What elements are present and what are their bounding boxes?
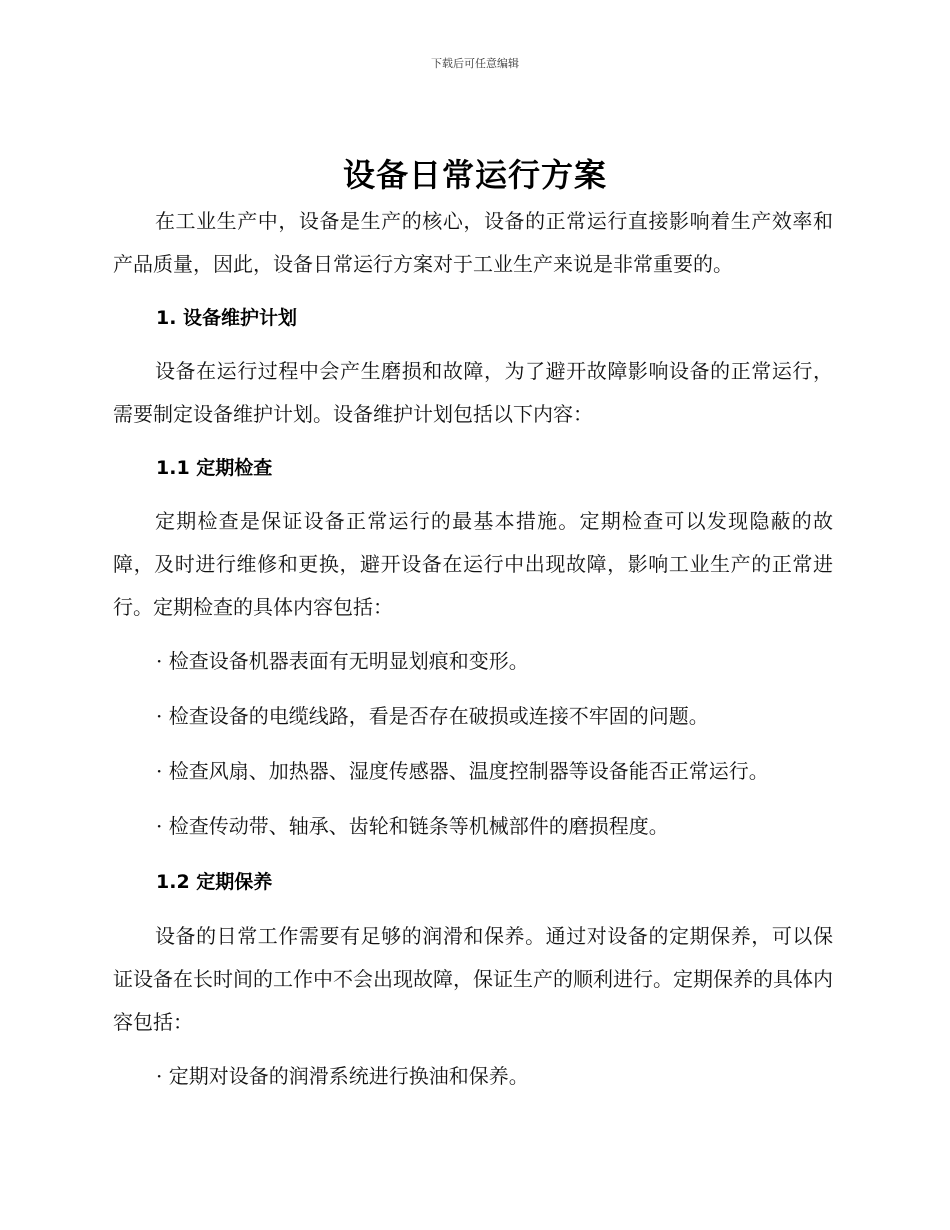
section-heading-1: 1. 设备维护计划 xyxy=(156,307,298,329)
section-heading-1-2: 1.2 定期保养 xyxy=(156,871,273,893)
list-item: · 检查风扇、加热器、湿度传感器、温度控制器等设备能否正常运行。 xyxy=(156,759,769,783)
section-1-paragraph: 设备在运行过程中会产生磨损和故障，为了避开故障影响设备的正常运行，需要制定设备维护计划。设备维护计划包括以下内容： xyxy=(113,359,833,426)
section-1-2-paragraph: 设备的日常工作需要有足够的润滑和保养。通过对设备的定期保养，可以保证设备在长时间的工作中不会出现故障，保证生产的顺利进行。定期保养的具体内容包括： xyxy=(113,924,833,1034)
list-item: · 检查设备的电缆线路，看是否存在破损或连接不牢固的问题。 xyxy=(156,704,709,728)
list-item: · 检查设备机器表面有无明显划痕和变形。 xyxy=(156,649,529,673)
section-1-1-paragraph: 定期检查是保证设备正常运行的最基本措施。定期检查可以发现隐蔽的故障，及时进行维修和更换，避开设备在运行中出现故障，影响工业生产的正常进行。定期检查的具体内容包括： xyxy=(113,509,833,619)
header-note: 下载后可任意编辑 xyxy=(431,57,519,70)
document-title: 设备日常运行方案 xyxy=(342,156,607,194)
section-heading-1-1: 1.1 定期检查 xyxy=(156,457,273,479)
list-item: · 检查传动带、轴承、齿轮和链条等机械部件的磨损程度。 xyxy=(156,814,669,838)
list-item: · 定期对设备的润滑系统进行换油和保养。 xyxy=(156,1064,529,1088)
intro-paragraph: 在工业生产中，设备是生产的核心，设备的正常运行直接影响着生产效率和产品质量，因此，设备日常运行方案对于工业生产来说是非常重要的。 xyxy=(113,209,833,276)
